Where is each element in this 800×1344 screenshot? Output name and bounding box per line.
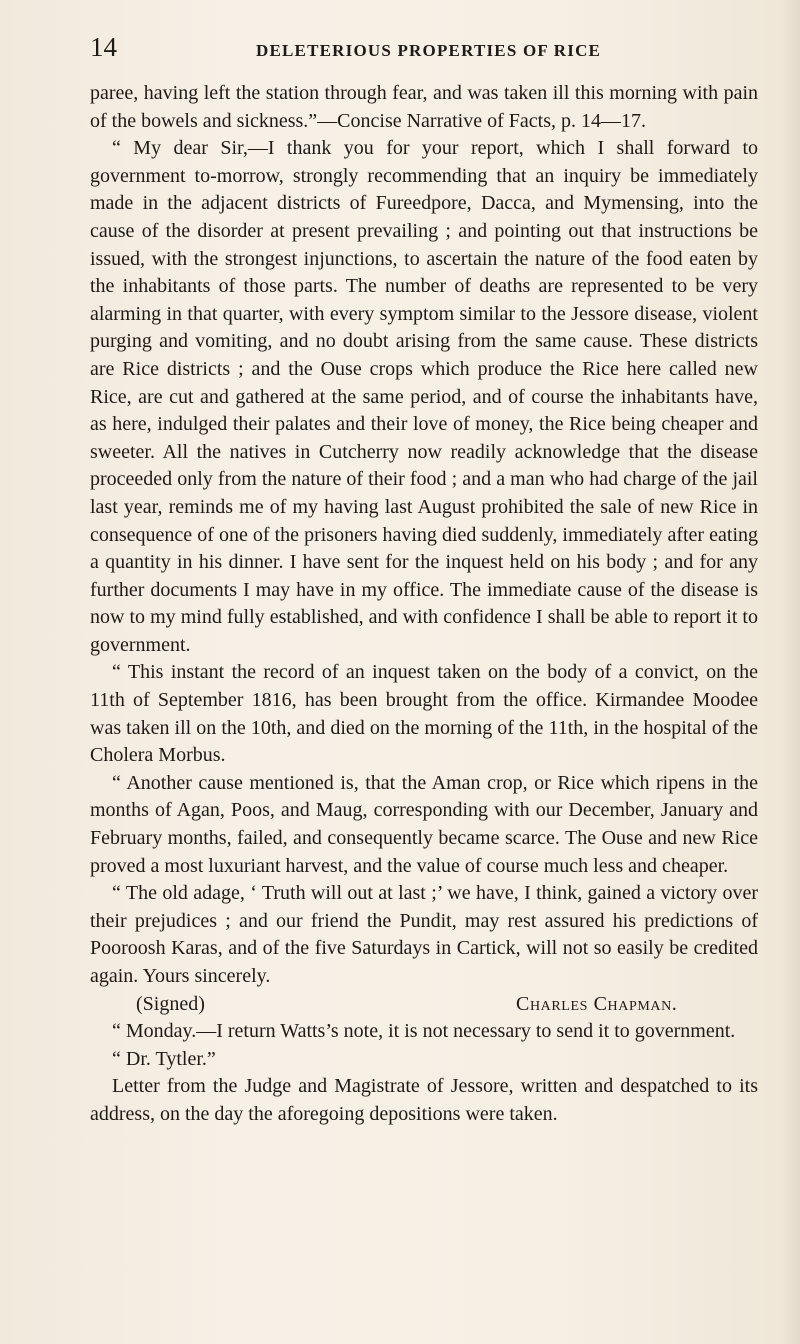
page-header bbox=[90, 32, 750, 68]
paragraph-continuation: paree, having left the station through fear, and was taken ill this morning with pain of the bowels and sickness.”—Concise Narrative of Facts, p. 14—17. bbox=[90, 82, 758, 132]
signatory-name: Charles Chapman. bbox=[516, 992, 678, 1015]
body-text bbox=[90, 80, 758, 1129]
page-edge-shadow bbox=[782, 0, 800, 1344]
paragraph-aman-crop: “ Another cause mentioned is, that the Aman crop, or Rice which ripens in the months of Agan, Poos, and Maug, corresponding with our December, January and February months, failed, and consequently became scarce. The Ouse and new Rice proved a most luxuriant harvest, and the value of course much less and cheaper. bbox=[90, 771, 758, 877]
paragraph-letter-opening: “ My dear Sir,—I thank you for your report, which I shall forward to government to-morrow, strongly recommending that an inquiry be immediately made in the adjacent districts of Fureedpore, Dacca, and Mymensing, into the cause of the disorder at present prevailing ; and pointing out that instructions be issued, with the strongest injunctions, to ascertain the nature of the food eaten by the inhabitants of those parts. The number of deaths are represented to be very alarming in that quarter, with every symptom similar to the Jessore disease, violent purging and vomiting, and no doubt arising from the same cause. These districts are Rice districts ; and the Ouse crops which produce the Rice here called new Rice, are cut and gathered at the same period, and of course the inhabitants have, as here, indulged their palates and their love of money, the Rice being cheaper and sweeter. All the natives in Cutcherry now readily acknowledge that the disease proceeded only from the nature of their food ; and a man who had charge of the jail last year, reminds me of my having last August prohibited the sale of new Rice in consequence of one of the prisoners having died suddenly, immediately after eating a quantity in his dinner. I have sent for the inquest held on his body ; and for any further documents I may have in my office. The immediate cause of the disease is now to my mind fully established, and with confidence I shall be able to report it to government. bbox=[90, 137, 758, 656]
paragraph-letter-description: Letter from the Judge and Magistrate of Jessore, written and despatched to its address, on the day the aforegoing depositions were taken. bbox=[90, 1075, 758, 1125]
paragraph-old-adage: “ The old adage, ‘ Truth will out at last ;’ we have, I think, gained a victory over their prejudices ; and our friend the Pundit, may rest assured his predictions of Pooroosh Karas, and of the five Saturdays in Cartick, will not so easily be credited again. Yours sincerely. bbox=[90, 882, 758, 987]
paragraph-inquest-record: “ This instant the record of an inquest taken on the body of a convict, on the 11th of September 1816, has been brought from the office. Kirmandee Moodee was taken ill on the 10th, and died on the morning of the 11th, in the hospital of the Cholera Morbus. bbox=[90, 661, 758, 767]
signed-label: (Signed) bbox=[136, 992, 205, 1015]
paragraph-monday-note: “ Monday.—I return Watts’s note, it is not necessary to send it to government. bbox=[112, 1020, 736, 1043]
signature-line bbox=[90, 991, 758, 1019]
paragraph-addressee: “ Dr. Tytler.” bbox=[112, 1047, 216, 1070]
page-number: 14 bbox=[90, 32, 117, 62]
running-head: DELETERIOUS PROPERTIES OF RICE bbox=[256, 41, 602, 60]
